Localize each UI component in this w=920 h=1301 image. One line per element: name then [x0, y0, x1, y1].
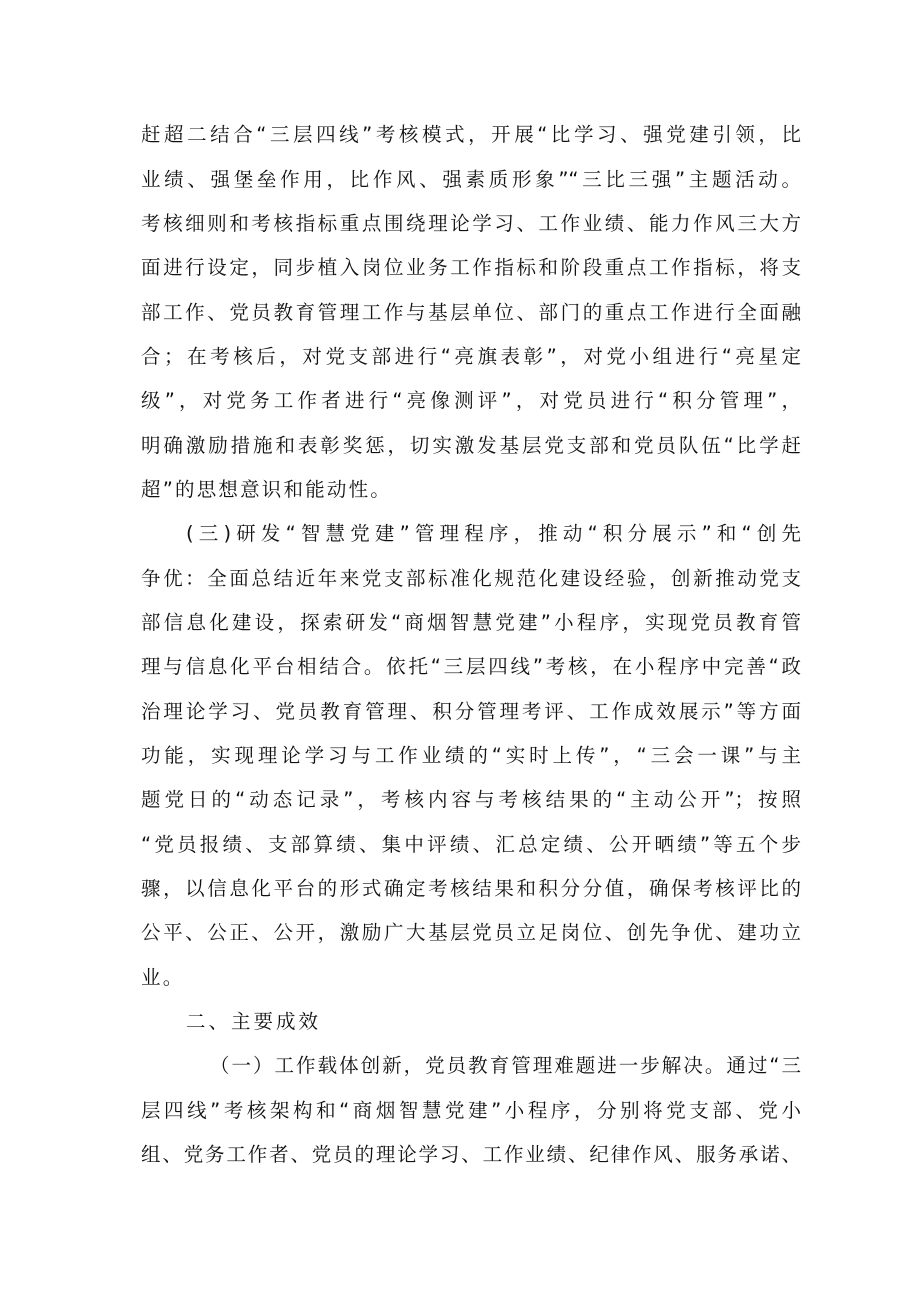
- paragraph-line: 考核细则和考核指标重点围绕理论学习、工作业绩、能力作风三大方: [141, 212, 801, 235]
- paragraph-line: 超”的思想意识和能动性。: [141, 478, 393, 501]
- paragraph-line: 明确激励措施和表彰奖惩，切实激发基层党支部和党员队伍“比学赶: [141, 434, 801, 457]
- paragraph-line: 面进行设定，同步植入岗位业务工作指标和阶段重点工作指标，将支: [141, 256, 801, 279]
- paragraph-line: 合；在考核后，对党支部进行“亮旗表彰”，对党小组进行“亮星定: [141, 345, 801, 368]
- paragraph-line: 理与信息化平台相结合。依托“三层四线”考核，在小程序中完善“政: [141, 655, 801, 678]
- section-heading-line: (三)研发“智慧党建”管理程序，推动“积分展示”和“创先: [186, 522, 801, 545]
- paragraph-line: 部工作、党员教育管理工作与基层单位、部门的重点工作进行全面融: [141, 301, 801, 324]
- section-heading: 二、主要成效: [186, 1010, 322, 1033]
- paragraph-line: 争优：全面总结近年来党支部标准化规范化建设经验，创新推动党支: [141, 567, 801, 590]
- paragraph-line: 级”，对党务工作者进行“亮像测评”，对党员进行“积分管理”，: [141, 389, 801, 412]
- paragraph-line: 骤，以信息化平台的形式确定考核结果和积分分值，确保考核评比的: [141, 877, 801, 900]
- paragraph-line: 题党日的“动态记录”，考核内容与考核结果的“主动公开”；按照: [141, 788, 801, 811]
- paragraph-line: 业。: [141, 966, 185, 989]
- paragraph-line: 治理论学习、党员教育管理、积分管理考评、工作成效展示”等方面: [141, 700, 801, 723]
- paragraph-line: 功能，实现理论学习与工作业绩的“实时上传”，“三会一课”与主: [141, 744, 801, 767]
- paragraph-line: 组、党务工作者、党员的理论学习、工作业绩、纪律作风、服务承诺、: [141, 1143, 801, 1166]
- paragraph-line: 业绩、强堡垒作用，比作风、强素质形象”“三比三强”主题活动。: [141, 168, 801, 191]
- subsection-heading-line: （一）工作载体创新，党员教育管理难题进一步解决。通过“三: [210, 1054, 801, 1077]
- paragraph-line: 赶超二结合“三层四线”考核模式，开展“比学习、强党建引领，比: [141, 123, 801, 146]
- paragraph-line: 部信息化建设，探索研发“商烟智慧党建”小程序，实现党员教育管: [141, 611, 801, 634]
- paragraph-line: 层四线”考核架构和“商烟智慧党建”小程序，分别将党支部、党小: [141, 1099, 801, 1122]
- paragraph-line: 公平、公正、公开，激励广大基层党员立足岗位、创先争优、建功立: [141, 921, 801, 944]
- paragraph-line: “党员报绩、支部算绩、集中评绩、汇总定绩、公开晒绩”等五个步: [141, 833, 801, 856]
